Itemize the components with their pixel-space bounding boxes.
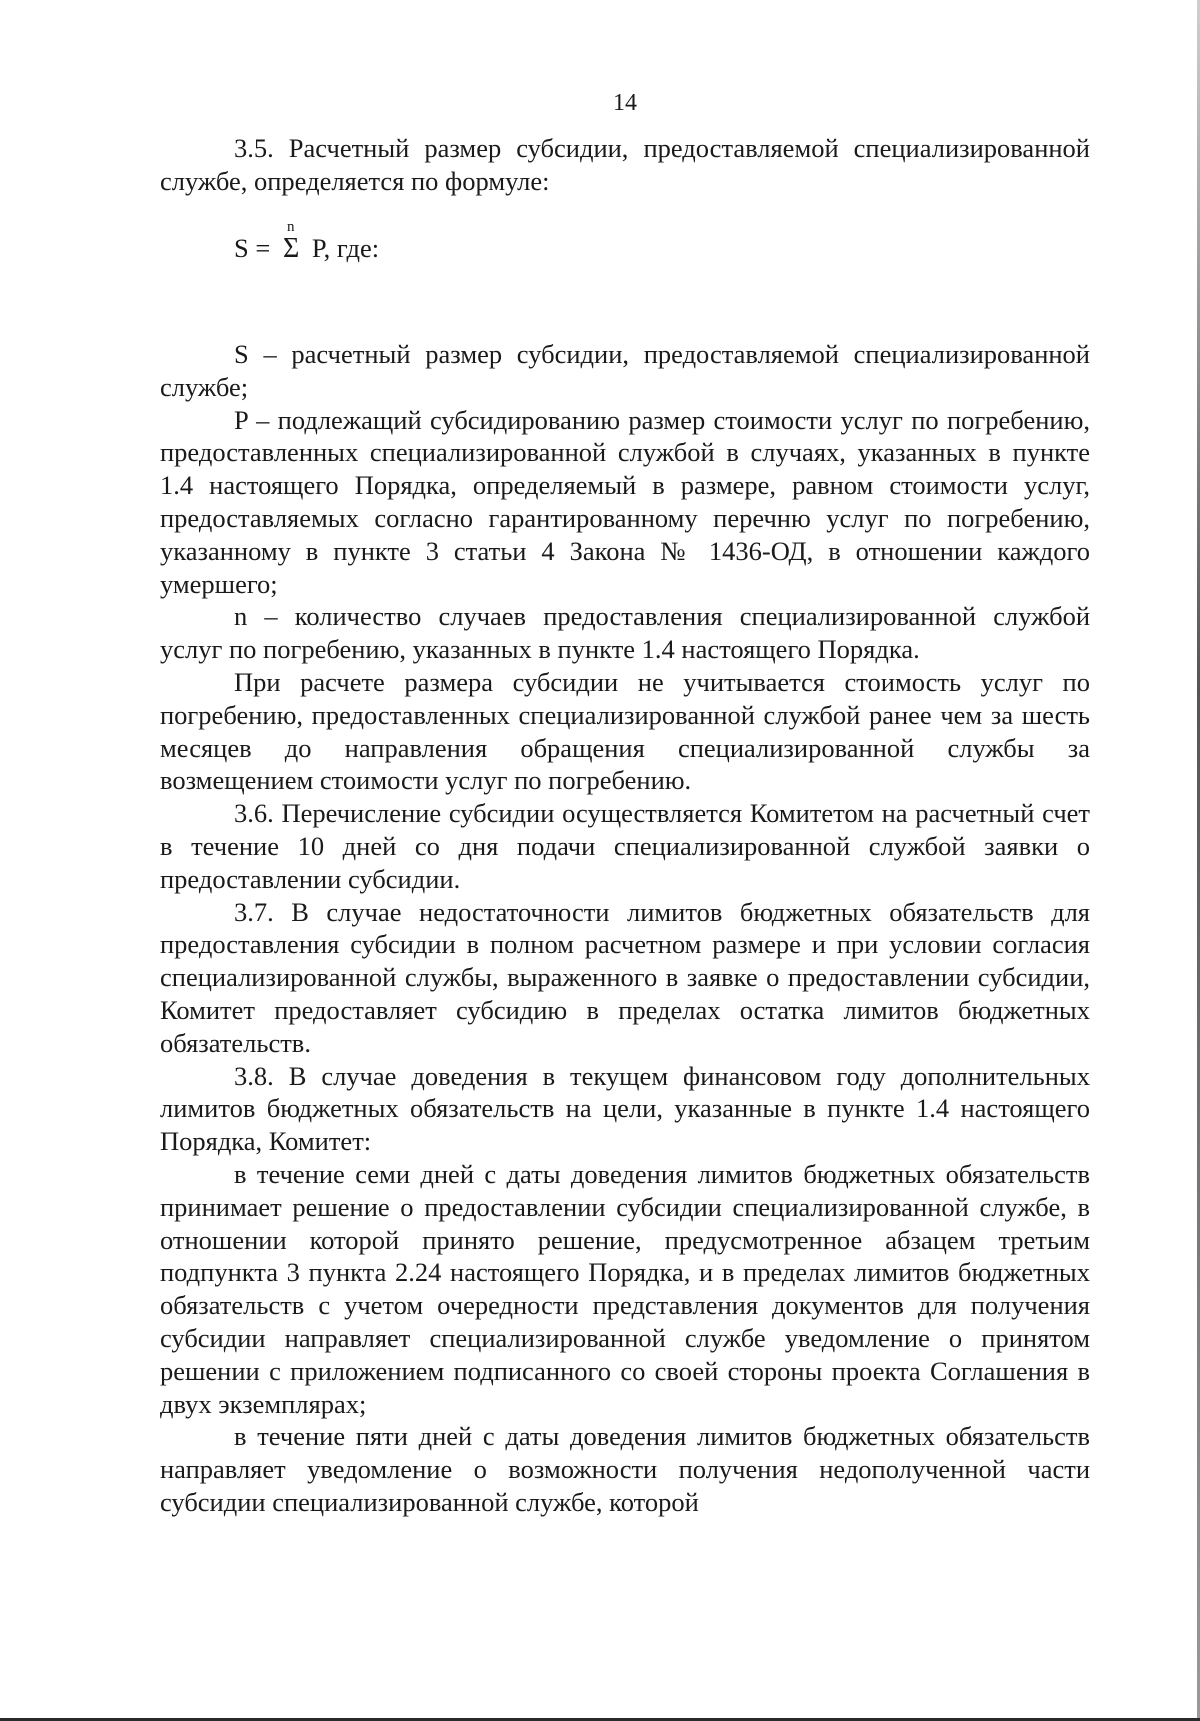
paragraph-3-8-item-b: в течение пяти дней с даты доведения лимитов бюджетных обязательств направляет уведомление о возможности получения недополученной части субсидии специализированной службе, которой (160, 1421, 1090, 1517)
formula-rhs: P, где: (311, 233, 380, 263)
subsidy-formula (234, 219, 380, 265)
sigma-glyph: Σ (282, 233, 300, 264)
paragraph-3-8: 3.8. В случае доведения в текущем финансовом году дополнительных лимитов бюджетных обязательств на цели, указанные в пункте 1.4 настоящего Порядка, Комитет: (160, 1060, 1090, 1157)
definition-s: S – расчетный размер субсидии, предоставляемой специализированной службе; (160, 339, 1090, 402)
paragraph-3-6: 3.6. Перечисление субсидии осуществляется Комитетом на расчетный счет в течение 10 дней со дня подачи специализированной службой заявки о предоставлении субсидии. (160, 798, 1090, 894)
paragraph-calculation-note: При расчете размера субсидии не учитывается стоимость услуг по погребению, предоставленных специализированной службой ранее чем за шесть месяцев до направления обращения специализированной службы за возмещением стоимости услуг по погребению. (160, 666, 1090, 796)
definitions-block (160, 338, 1090, 1519)
sigma-symbol (282, 219, 300, 265)
definition-n: n – количество случаев предоставления специализированной службой услуг по погребению, указанных в пункте 1.4 настоящего Порядка. (160, 601, 1090, 665)
page-number: 14 (613, 90, 637, 116)
formula-lhs: S = (234, 233, 271, 263)
section-3-5-block (160, 132, 1090, 198)
paragraph-3-5: 3.5. Расчетный размер субсидии, предоставляемой специализированной службе, определяется по формуле: (160, 133, 1090, 196)
definition-p: P – подлежащий субсидированию размер стоимости услуг по погребению, предоставленных специализированной службой в случаях, указанных в пункте 1.4 настоящего Порядка, определяемый в размере, равном стоимости услуг, предоставляемых согласно гарантированному перечню услуг по погребению, указанному в пункте 3 статьи 4 Закона № 1436-ОД, в отношении каждого умершего; (160, 404, 1090, 599)
sigma-upper-limit: n (286, 219, 295, 235)
paragraph-3-8-item-a: в течение семи дней с даты доведения лимитов бюджетных обязательств принимает решение о предоставлении субсидии специализированной службе, в отношении которой принято решение, предусмотренное абзацем третьим подпункта 3 пункта 2.24 настоящего Порядка, и в пределах лимитов бюджетных обязательств с учетом очередности представления документов для получения субсидии направляет специализированной службе уведомление о принятом решении с приложением подписанного со своей стороны проекта Соглашения в двух экземплярах; (160, 1158, 1090, 1419)
paragraph-3-7: 3.7. В случае недостаточности лимитов бюджетных обязательств для предоставления субсидии в полном расчетном размере и при условии согласия специализированной службы, выраженного в заявке о предоставлении субсидии, Комитет предоставляет субсидию в пределах остатка лимитов бюджетных обязательств. (160, 896, 1090, 1058)
